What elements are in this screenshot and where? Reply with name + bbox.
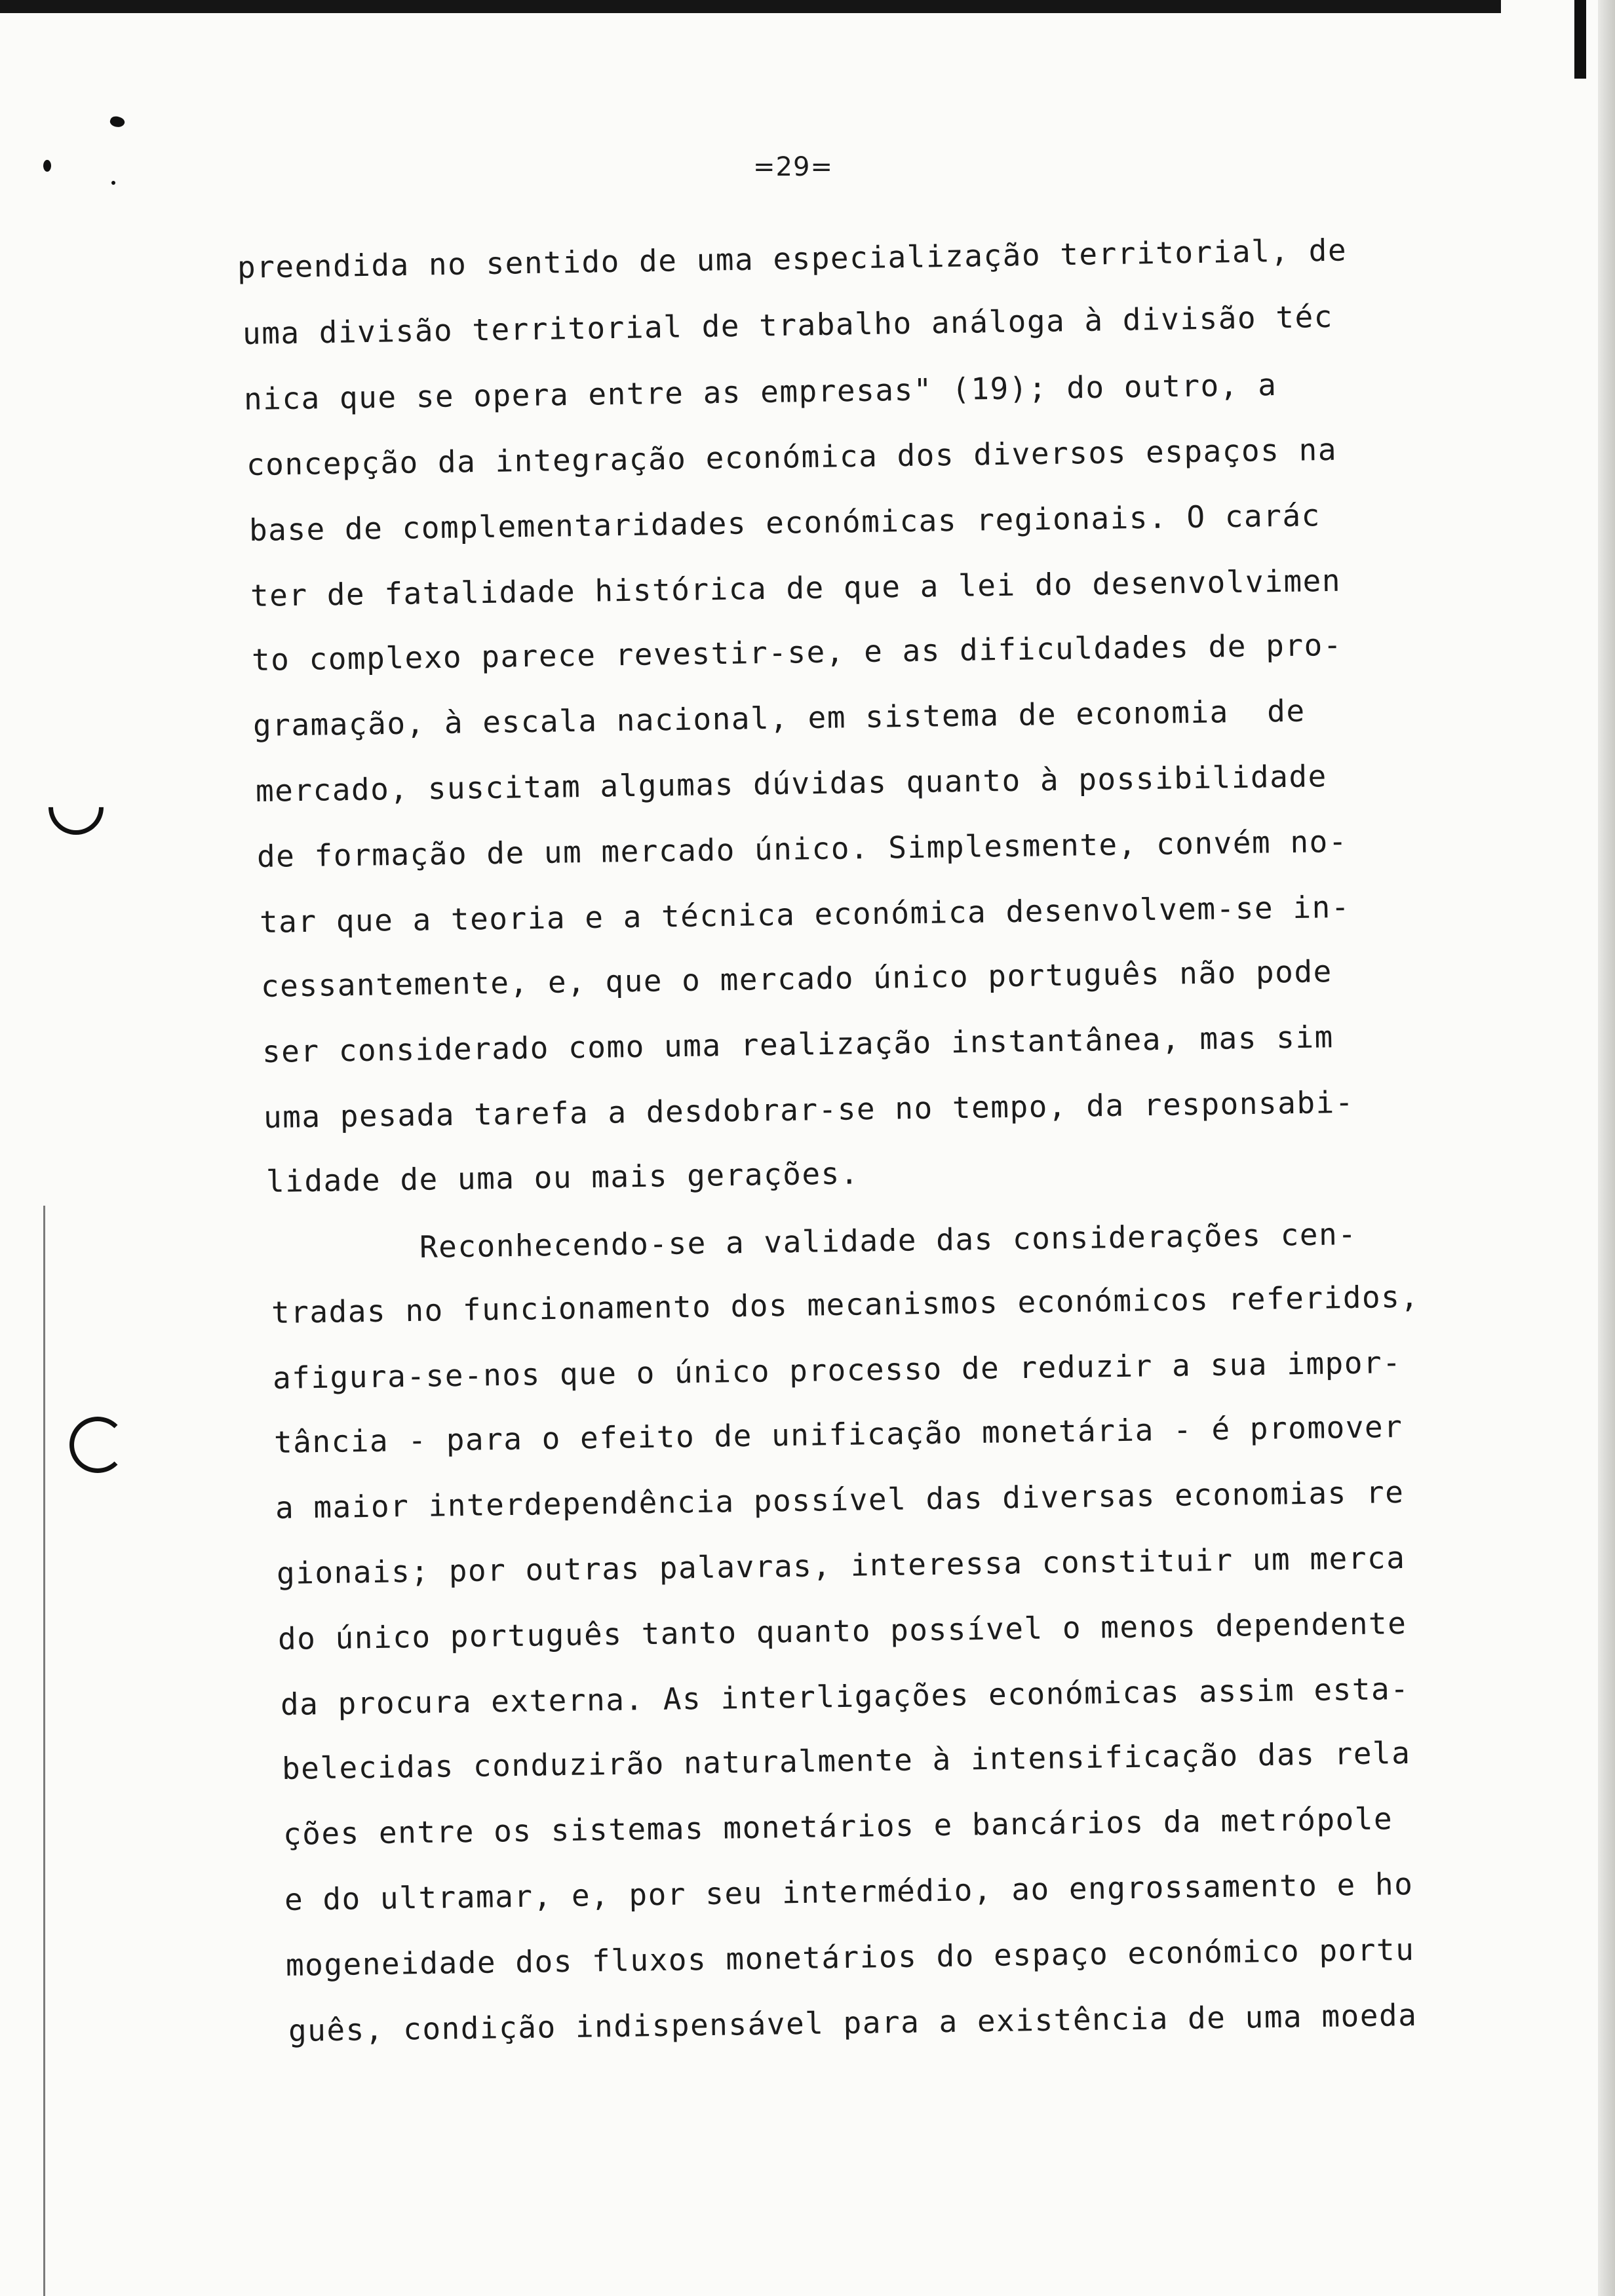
text-line: uma divisão territorial de trabalho análoga à divisão téc [242, 298, 1334, 351]
page-number: =29= [753, 152, 833, 182]
top-edge-shadow [0, 0, 1501, 13]
text-line: da procura externa. As interligações económicas assim esta- [280, 1670, 1410, 1722]
text-line: tradas no funcionamento dos mecanismos económicos referidos, [271, 1278, 1420, 1330]
right-edge-mark [1574, 0, 1586, 79]
text-line: ter de fatalidade histórica de que a lei do desenvolvimen [250, 562, 1342, 613]
text-line: e do ultramar, e, por seu intermédio, ao engrossamento e ho [284, 1866, 1414, 1917]
text-line: gionais; por outras palavras, interessa constituir um merca [276, 1539, 1406, 1591]
text-line: a maior interdependência possível das diversas economias re [275, 1474, 1405, 1525]
punch-hole-mark [37, 769, 115, 847]
text-line: de formação de um mercado único. Simplesmente, convém no- [256, 823, 1348, 874]
text-line: nica que se opera entre as empresas" (19); do outro, a [243, 366, 1277, 417]
text-line: tar que a teoria e a técnica económica desenvolvem-se in- [259, 889, 1351, 940]
text-line: uma pesada tarefa a desdobrar-se no tempo, da responsabi- [263, 1084, 1355, 1135]
text-line: Reconhecendo-se a validade das considerações cen- [419, 1216, 1357, 1265]
ink-spot [109, 115, 126, 130]
text-line: cessantemente, e, que o mercado único português não pode [260, 953, 1333, 1004]
text-line: gramação, à escala nacional, em sistema de economia de [252, 693, 1306, 743]
ink-spot [43, 160, 51, 172]
ink-spot [111, 181, 115, 185]
text-line: guês, condição indispensável para a existência de uma moeda [288, 1997, 1418, 2048]
left-margin-rule [43, 1206, 45, 2296]
text-line: ser considerado como uma realização instantânea, mas sim [262, 1019, 1334, 1069]
text-line: concepção da integração económica dos diversos espaços na [246, 431, 1338, 482]
text-line: to complexo parece revestir-se, e as dificuldades de pro- [251, 626, 1343, 678]
text-line: mercado, suscitam algumas dúvidas quanto à possibilidade [255, 758, 1328, 809]
text-line: do único português tanto quanto possível o menos dependente [277, 1605, 1407, 1656]
text-line: ções entre os sistemas monetários e bancários da metrópole [282, 1801, 1393, 1852]
right-page-edge [1598, 0, 1615, 2296]
text-line: mogeneidade dos fluxos monetários do espaço económico portu [285, 1931, 1415, 1983]
text-line: base de complementaridades económicas regionais. O carác [248, 497, 1321, 548]
text-line: afigura-se-nos que o único processo de reduzir a sua impor- [272, 1344, 1402, 1396]
text-line: lidade de uma ou mais gerações. [265, 1155, 860, 1199]
text-line: tância - para o efeito de unificação monetária - é promover [273, 1408, 1403, 1460]
text-line: preendida no sentido de uma especialização territorial, de [237, 232, 1348, 285]
punch-hole-mark [69, 1417, 126, 1473]
text-line: belecidas conduzirão naturalmente à intensificação das rela [281, 1734, 1411, 1786]
